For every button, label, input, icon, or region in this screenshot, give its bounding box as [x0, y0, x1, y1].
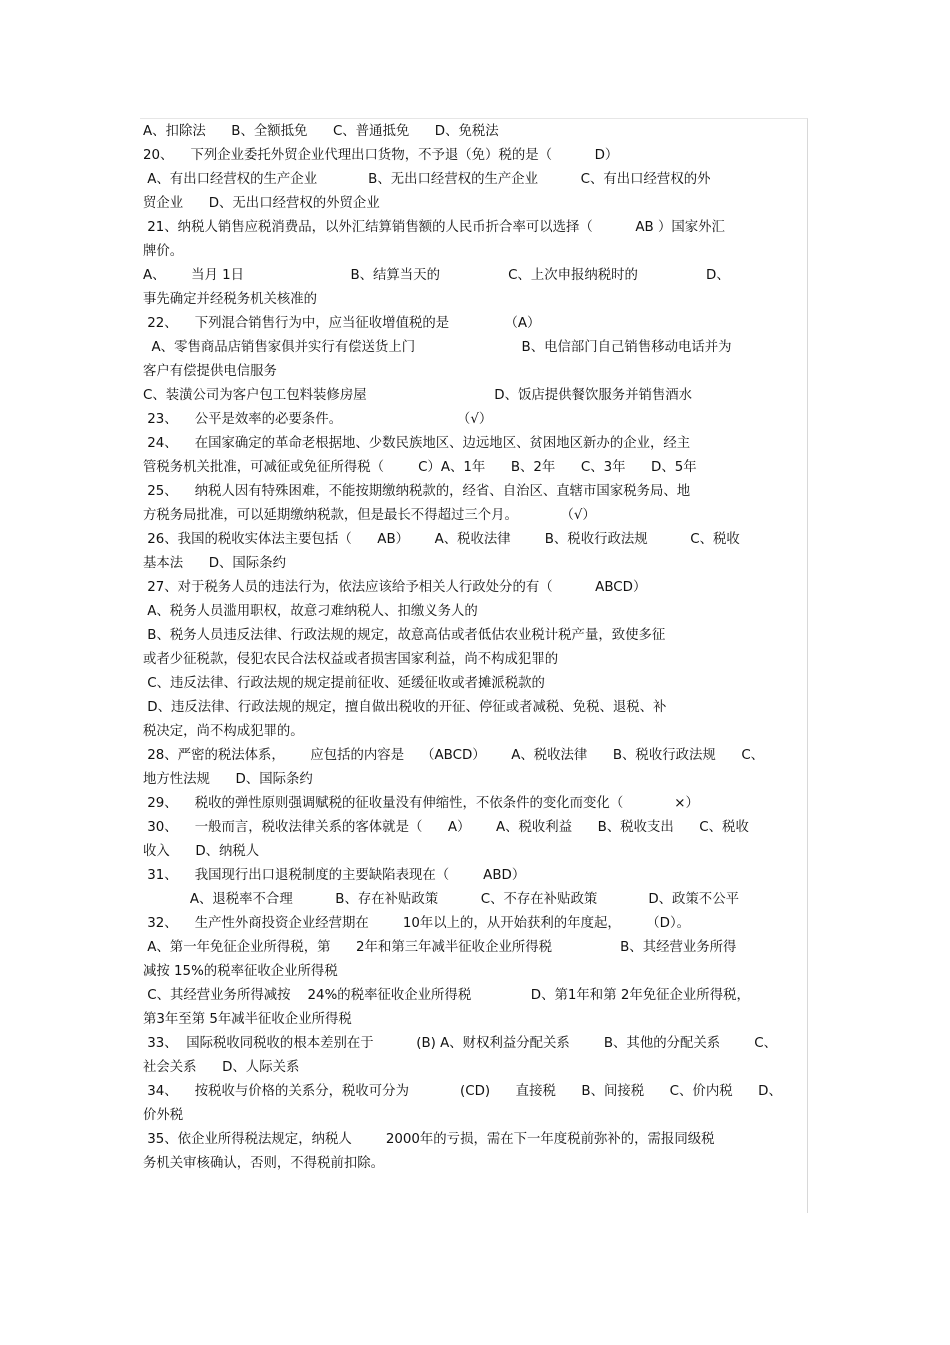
document-body	[143, 120, 808, 1176]
text-line: A、退税率不合理 B、存在补贴政策 C、不存在补贴政策 D、政策不公平	[143, 892, 739, 907]
text-line: A、 当月 1日 B、结算当天的 C、上次申报纳税时的 D、	[143, 268, 730, 283]
text-line: 28、严密的税法体系， 应包括的内容是 （ABCD） A、税收法律 B、税收行政法规 C、	[143, 748, 765, 763]
text-line: 第3年至第 5年减半征收企业所得税	[143, 1012, 352, 1027]
text-line: 基本法 D、国际条约	[143, 556, 286, 571]
text-line: 牌价。	[143, 244, 184, 259]
text-line: 20、 下列企业委托外贸企业代理出口货物，不予退（免）税的是（ D）	[143, 148, 619, 163]
text-line: 社会关系 D、人际关系	[143, 1060, 300, 1075]
text-line: 务机关审核确认，否则，不得税前扣除。	[143, 1156, 385, 1171]
text-line: 方税务局批准，可以延期缴纳税款，但是最长不得超过三个月。 （√）	[143, 508, 596, 523]
text-line: 或者少征税款，侵犯农民合法权益或者损害国家利益，尚不构成犯罪的	[143, 652, 559, 667]
text-line: 34、 按税收与价格的关系分，税收可分为 (CD) 直接税 B、间接税 C、价内税 D、	[143, 1084, 782, 1099]
text-line: 贸企业 D、无出口经营权的外贸企业	[143, 196, 380, 211]
text-line: A、第一年免征企业所得税，第 2年和第三年减半征收企业所得税 B、其经营业务所得	[143, 940, 737, 955]
text-line: 26、我国的税收实体法主要包括（ AB） A、税收法律 B、税收行政法规 C、税收	[143, 532, 740, 547]
text-line: 33、 国际税收同税收的根本差别在于 (B) A、财权利益分配关系 B、其他的分配关系 C、	[143, 1036, 777, 1051]
text-line: A、零售商品店销售家俱并实行有偿送货上门 B、电信部门自己销售移动电话并为	[143, 340, 732, 355]
text-line: 30、 一般而言，税收法律关系的客体就是（ A） A、税收利益 B、税收支出 C、税收	[143, 820, 749, 835]
text-line: C、违反法律、行政法规的规定提前征收、延缓征收或者摊派税款的	[143, 676, 545, 691]
text-line: 35、依企业所得税法规定，纳税人 2000年的亏损，需在下一年度税前弥补的，需报同级税	[143, 1132, 715, 1147]
text-line: 地方性法规 D、国际条约	[143, 772, 313, 787]
text-line: 23、 公平是效率的必要条件。 （√）	[143, 412, 493, 427]
text-line: C、其经营业务所得减按 24%的税率征收企业所得税 D、第1年和第 2年免征企业所得税，	[143, 988, 750, 1003]
text-line: 24、 在国家确定的革命老根据地、少数民族地区、边远地区、贫困地区新办的企业，经主	[143, 436, 691, 451]
text-line: B、税务人员违反法律、行政法规的规定，故意高估或者低估农业税计税产量，致使多征	[143, 628, 666, 643]
text-line: 31、 我国现行出口退税制度的主要缺陷表现在（ ABD）	[143, 868, 526, 883]
text-line: 事先确定并经税务机关核准的	[143, 292, 318, 307]
text-line: 27、对于税务人员的违法行为，依法应该给予相关人行政处分的有（ ABCD）	[143, 580, 647, 595]
text-line: 价外税	[143, 1108, 184, 1123]
text-line: D、违反法律、行政法规的规定，擅自做出税收的开征、停征或者减税、免税、退税、补	[143, 700, 667, 715]
text-line: 29、 税收的弹性原则强调赋税的征收量没有伸缩性，不依条件的变化而变化（ ×）	[143, 796, 699, 811]
text-line: 税决定，尚不构成犯罪的。	[143, 724, 304, 739]
text-line: A、扣除法 B、全额抵免 C、普通抵免 D、免税法	[143, 124, 499, 139]
text-line: 客户有偿提供电信服务	[143, 364, 277, 379]
text-line: A、有出口经营权的生产企业 B、无出口经营权的生产企业 C、有出口经营权的外	[143, 172, 711, 187]
text-line: C、装潢公司为客户包工包料装修房屋 D、饭店提供餐饮服务并销售酒水	[143, 388, 693, 403]
text-line: 25、 纳税人因有特殊困难，不能按期缴纳税款的，经省、自治区、直辖市国家税务局、地	[143, 484, 691, 499]
text-line: 减按 15%的税率征收企业所得税	[143, 964, 338, 979]
text-line: A、税务人员滥用职权，故意刁难纳税人、扣缴义务人的	[143, 604, 478, 619]
text-line: 22、 下列混合销售行为中，应当征收增值税的是 （A）	[143, 316, 541, 331]
text-line: 21、纳税人销售应税消费品，以外汇结算销售额的人民币折合率可以选择（ AB ）国家外汇	[143, 220, 725, 235]
text-line: 管税务机关批准，可减征或免征所得税（ C）A、1年 B、2年 C、3年 D、5年	[143, 460, 697, 475]
text-line: 收入 D、纳税人	[143, 844, 260, 859]
text-line: 32、 生产性外商投资企业经营期在 10年以上的，从开始获利的年度起， （D）。	[143, 916, 691, 931]
